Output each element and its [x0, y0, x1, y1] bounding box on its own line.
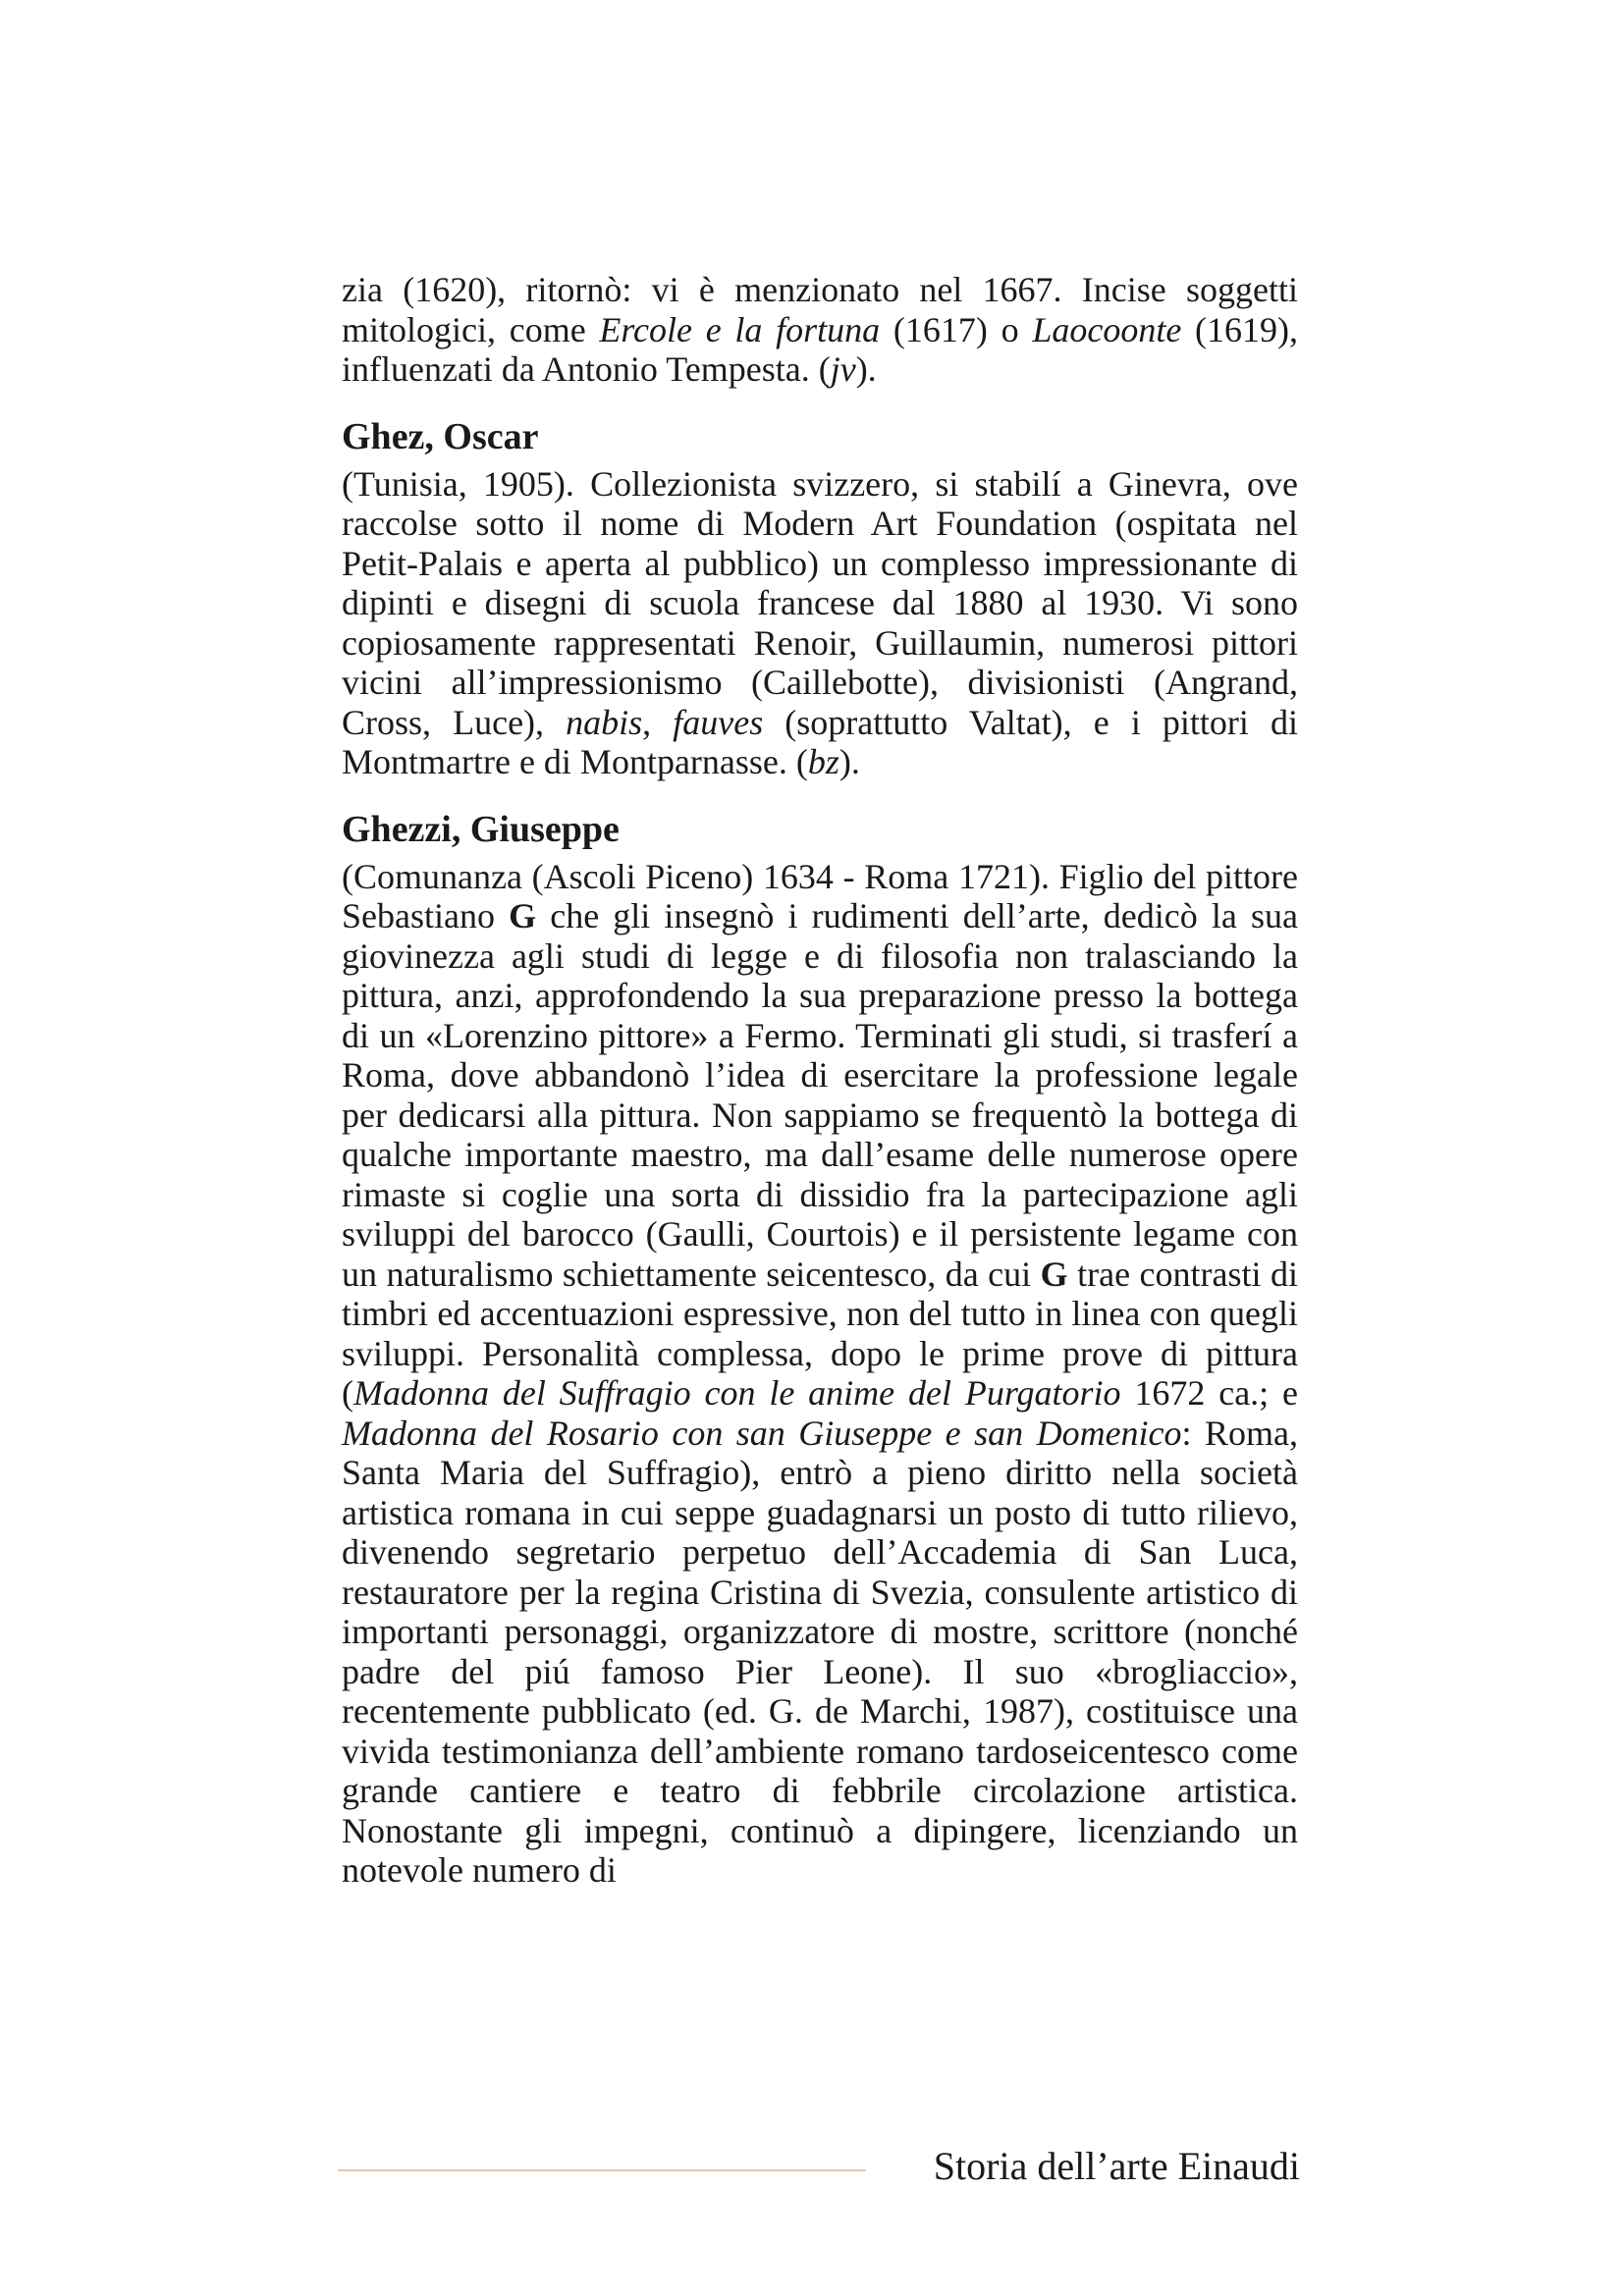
- text-run: (Comunanza (Ascoli Piceno) 1634 - Roma 1721). Figlio del pittore Sebastiano: [342, 856, 1298, 935]
- italic-text: jv: [830, 349, 856, 389]
- page-body: [342, 270, 1298, 1891]
- text-run: 1672 ca.; e: [1120, 1373, 1298, 1413]
- text-run: trae contrasti di timbri ed accentuazioni espressive, non del tutto in linea con quegli sviluppi. Personalità complessa, dopo le prime prove di pittura (: [342, 1254, 1298, 1413]
- bold-text: G: [509, 896, 537, 935]
- text-run: : Roma, Santa Maria del Suffragio), entrò a pieno diritto nella società artistica romana in cui seppe guadagnarsi un posto di tutto rilievo, divenendo segretario perpetuo dell’Accademia di San Luca, restauratore per la regina Cristina di Svezia, consulente artistico di importanti personaggi, organizzatore di mostre, scrittore (nonché padre del piú famoso Pier Leone). Il suo «brogliaccio», recentemente pubblicato (ed. G. de Marchi, 1987), costituisce una vivida testimonianza dell’ambiente romano tardoseicentesco come grande cantiere e teatro di febbrile circolazione artistica. Nonostante gli impegni, continuò a dipingere, licenziando un notevole numero di: [342, 1413, 1298, 1890]
- italic-text: Madonna del Suffragio con le anime del Purgatorio: [353, 1373, 1121, 1413]
- text-run: ).: [839, 742, 860, 781]
- footer-title: Storia dell’arte Einaudi: [933, 2144, 1300, 2188]
- text-run: (Tunisia, 1905). Collezionista svizzero, si stabilí a Ginevra, ove raccolse sotto il nome di Modern Art Foundation (ospitata nel Petit-Palais e aperta al pubblico) un complesso impressionante di dipinti e disegni di scuola francese dal 1880 al 1930. Vi sono copiosamente rappresentati Renoir, Guillaumin, numerosi pittori vicini all’impressionismo (Caillebotte), divisionisti (Angrand, Cross, Luce),: [342, 463, 1298, 742]
- bold-text: G: [1040, 1254, 1068, 1294]
- entry-heading-ghez-oscar: Ghez, Oscar: [342, 415, 539, 457]
- italic-text: fauves: [673, 702, 764, 742]
- entry-text-ghez-oscar: [342, 464, 1298, 782]
- text-run: (soprattutto Valtat), e i pittori di Montmartre e di Montparnasse. (: [342, 702, 1298, 781]
- italic-text: Ercole e la fortuna: [599, 309, 881, 349]
- text-run: ).: [855, 349, 877, 389]
- text-run: che gli insegnò i rudimenti dell’arte, dedicò la sua giovinezza agli studi di legge e di filosofia non tralasciando la pittura, anzi, approfondendo la sua preparazione presso la bottega di un «Lorenzino pittore» a Fermo. Terminati gli studi, si trasferí a Roma, dove abbandonò l’idea di esercitare la professione legale per dedicarsi alla pittura. Non sappiamo se frequentò la bottega di qualche importante maestro, ma dall’esame delle numerose opere rimaste si coglie una sorta di dissidio fra la partecipazione agli sviluppi del barocco (Gaulli, Courtois) e il persistente legame con un naturalismo schiettamente seicentesco, da cui: [342, 896, 1298, 1294]
- italic-text: Laocoonte: [1032, 309, 1182, 349]
- text-run: zia (1620), ritornò: vi è menzionato nel 1667. Incise soggetti mitologici, come: [342, 270, 1298, 349]
- italic-text: nabis: [566, 702, 643, 742]
- entry-text-ghezzi-giuseppe: [342, 857, 1298, 1891]
- page-footer: [338, 2142, 1300, 2191]
- text-run: ,: [642, 702, 674, 742]
- text-run: (1617) o: [880, 309, 1033, 349]
- text-run: (1619), influenzati da Antonio Tempesta. (: [342, 309, 1298, 389]
- italic-text: bz: [807, 742, 839, 781]
- footer-rule: [338, 2169, 866, 2171]
- continuation-paragraph: [342, 270, 1298, 390]
- italic-text: Madonna del Rosario con san Giuseppe e san Domenico: [342, 1413, 1182, 1453]
- entry-heading-ghezzi-giuseppe: Ghezzi, Giuseppe: [342, 808, 620, 850]
